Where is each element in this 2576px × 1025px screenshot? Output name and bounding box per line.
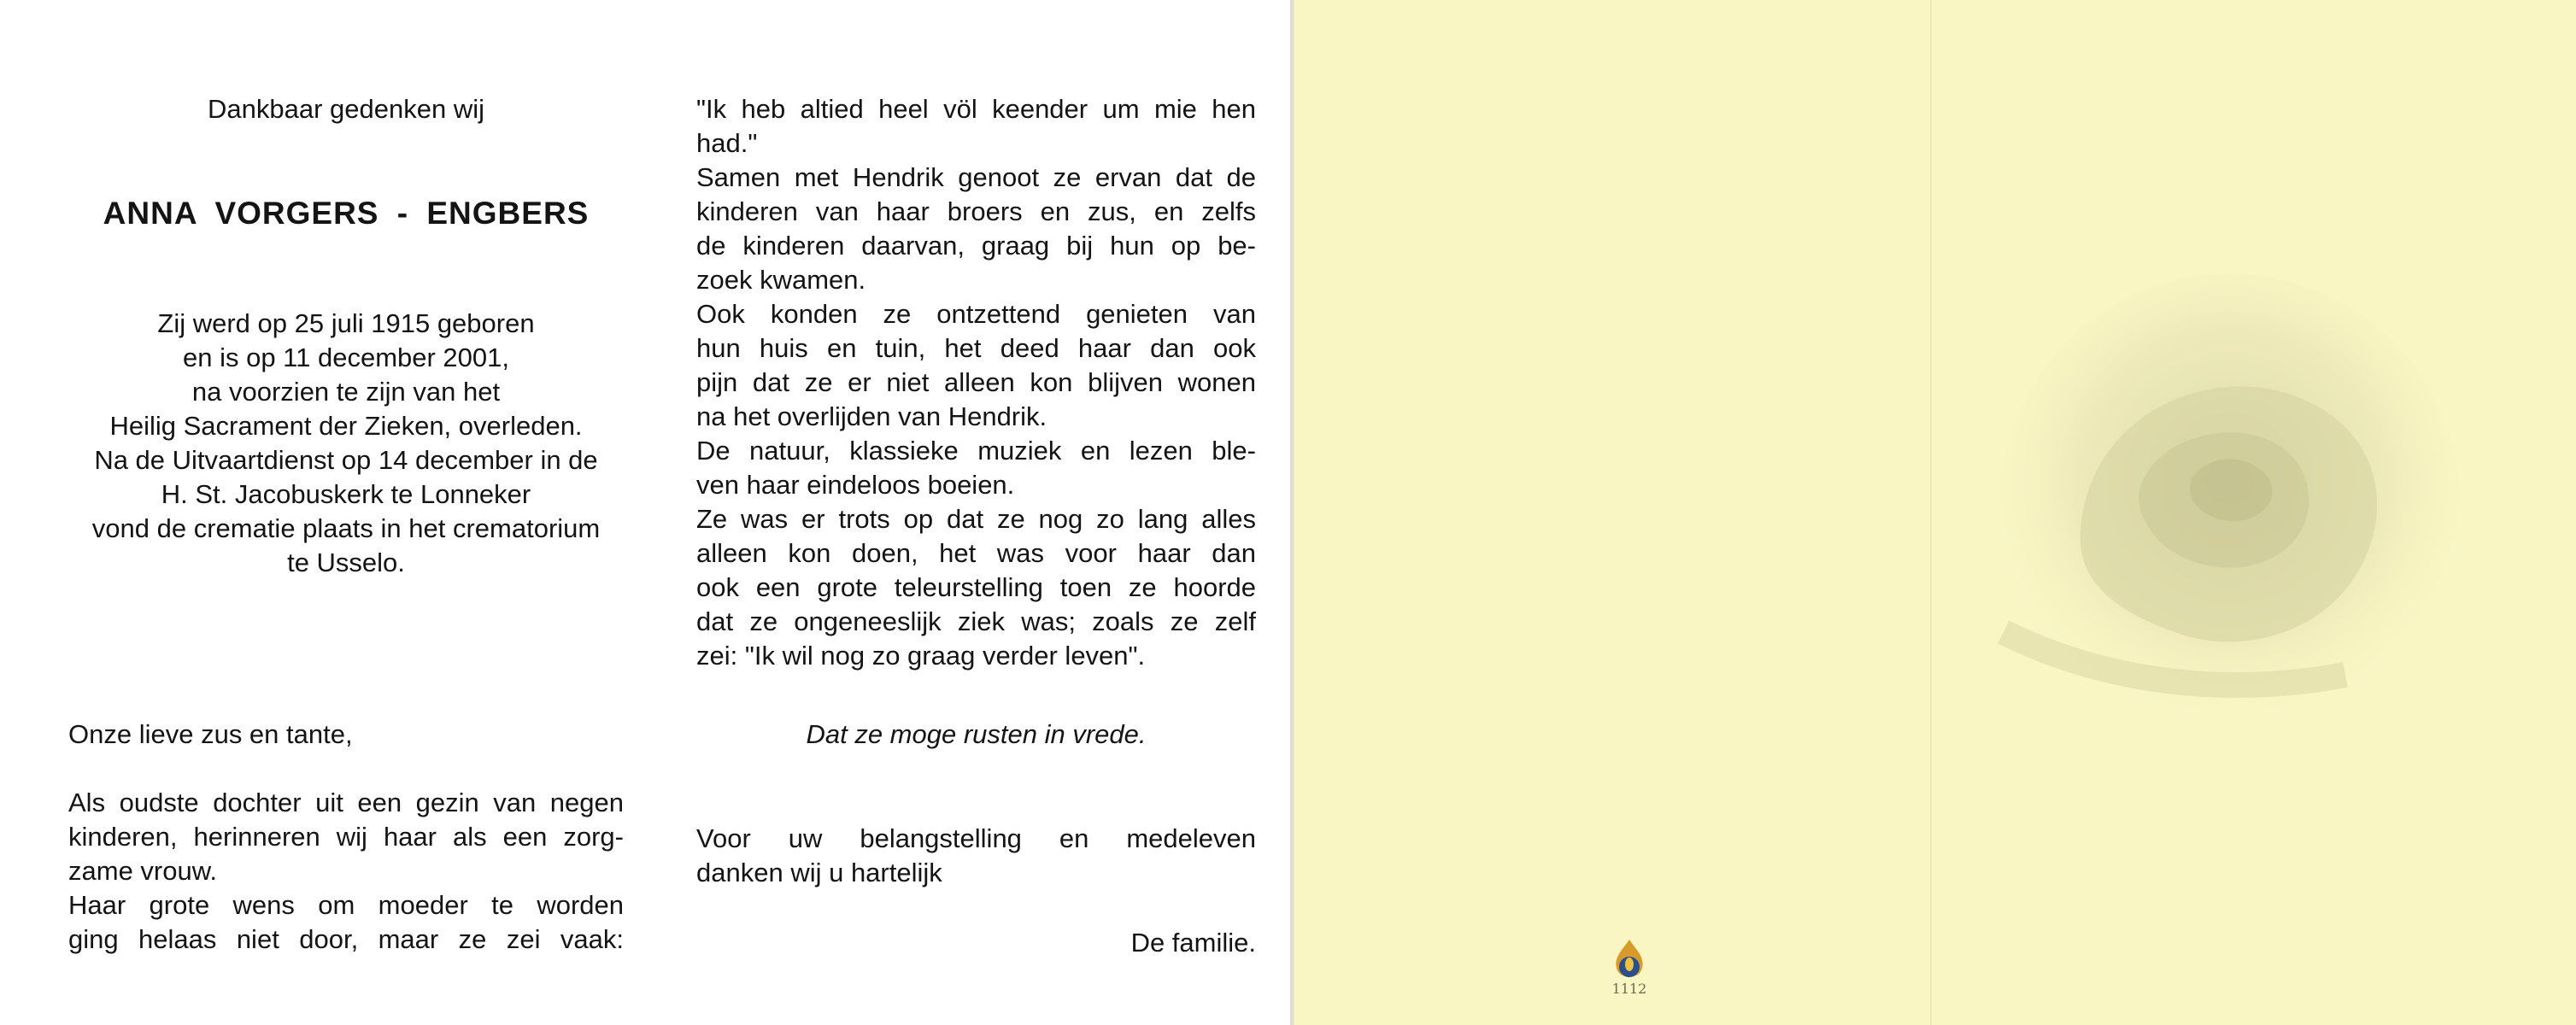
- story-line: hun huis en tuin, het deed haar dan ook: [696, 333, 1256, 363]
- fold-line: [1930, 0, 1932, 1025]
- story-line: dat ze ongeneeslijk ziek was; zoals ze zelf: [696, 606, 1256, 636]
- faded-rose-icon: [1986, 273, 2465, 752]
- memory-line: ging helaas niet door, maar ze zei vaak:: [68, 924, 624, 954]
- story-line: de kinderen daarvan, graag bij hun op be-: [696, 231, 1256, 261]
- prayer-line: Dat ze moge rusten in vrede.: [806, 719, 1147, 749]
- bio-line: en is op 11 december 2001,: [182, 343, 510, 372]
- card-back-panel: [1294, 0, 2576, 1025]
- story-line: zoek kwamen.: [696, 265, 866, 295]
- bio-line: H. St. Jacobuskerk te Lonneker: [161, 479, 531, 509]
- thanks-line: danken wij u hartelijk: [696, 858, 942, 887]
- story-line: kinderen van haar broers en zus, en zelfs: [696, 196, 1256, 226]
- memory-line: Als oudste dochter uit een gezin van negen: [68, 788, 624, 817]
- story-line: had.": [696, 128, 758, 158]
- greeting: Onze lieve zus en tante,: [68, 719, 353, 749]
- story-line: alleen kon doen, het was voor haar dan: [696, 538, 1256, 568]
- memory-line: zame vrouw.: [68, 856, 218, 886]
- story-line: pijn dat ze er niet alleen kon blijven wonen: [696, 367, 1256, 397]
- bio-line: vond de crematie plaats in het crematorium: [91, 513, 601, 543]
- left-text-column: [68, 0, 624, 1025]
- memory-line: Haar grote wens om moeder te worden: [68, 890, 624, 920]
- story-line: na het overlijden van Hendrik.: [696, 401, 1047, 431]
- right-text-column: [696, 0, 1256, 1025]
- story-line: zei: "Ik wil nog zo graag verder leven".: [696, 641, 1146, 671]
- bio-line: Na de Uitvaartdienst op 14 december in de: [94, 445, 598, 475]
- deceased-name: ANNA VORGERS - ENGBERS: [103, 196, 590, 231]
- bio-line: Heilig Sacrament der Zieken, overleden.: [109, 411, 583, 441]
- story-line: Ook konden ze ontzettend genieten van: [696, 299, 1256, 329]
- story-line: ook een grote teleurstelling toen ze hoorde: [696, 572, 1256, 602]
- bio-line: na voorzien te zijn van het: [191, 377, 501, 407]
- memory-line: kinderen, herinneren wij haar als een zorg-: [68, 822, 624, 852]
- story-line: De natuur, klassieke muziek en lezen ble-: [696, 436, 1256, 466]
- story-line: Ze was er trots op dat ze nog zo lang alles: [696, 504, 1256, 534]
- thanks-line: Voor uw belangstelling en medeleven: [696, 823, 1256, 853]
- print-number: 1112: [1611, 981, 1647, 997]
- story-line: ven haar eindeloos boeien.: [696, 470, 1015, 500]
- bio-line: te Usselo.: [287, 548, 405, 577]
- remembrance-heading: Dankbaar gedenken wij: [208, 94, 484, 124]
- story-line: Samen met Hendrik genoot ze ervan dat de: [696, 162, 1256, 192]
- flame-logo-icon: [1604, 936, 1655, 987]
- signature: De familie.: [1130, 928, 1256, 958]
- bio-line: Zij werd op 25 juli 1915 geboren: [157, 308, 535, 338]
- story-line: "Ik heb altied heel völ keender um mie hen: [696, 94, 1256, 124]
